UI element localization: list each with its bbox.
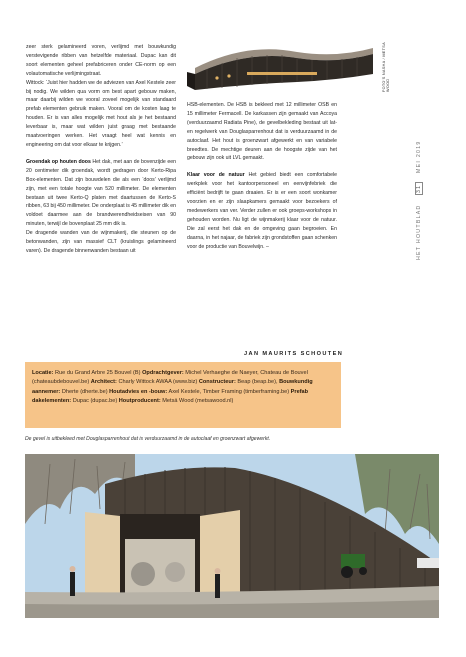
- credit-value: Beap (beap.be),: [235, 379, 280, 386]
- paragraph-text: Het dak, met aan de bovenzijde een 20 centimeter dik groendak, wordt gedragen door Kerto-Ripa Box-elementen. Dat zijn bouwdelen die als een ‘doos’ verlijmd zijn, met een totale hoogte van 520 millimeter. De elementen bestaan uit twee Kerto-Q platen met daartussen de Kerto-S ribben, 63 bij 450 millimeter. De onderplaat is 45 millimeter dik en voldoet daarmee aan de brandwerendheidseisen van 90 minuten, terwijl de bovenplaat 25 mm dik is.: [26, 158, 176, 228]
- credit-key: Bouwkundig aannemer:: [32, 379, 313, 395]
- page-sidebar: [412, 140, 426, 260]
- credit-value: Rue du Grand Arbre 25 Bouvel (B): [53, 370, 143, 376]
- credit-key: Prefab dakelementen:: [32, 388, 309, 405]
- photo-credit: FOTO'S NASHA / METSA WOOD: [382, 42, 390, 92]
- building-section-figure: [187, 38, 377, 93]
- credit-key: Opdrachtgever:: [142, 370, 184, 376]
- credit-value: Dherte (dherte.be): [60, 388, 110, 395]
- running-footer: [412, 140, 426, 260]
- subheading: Klaar voor de natuur: [187, 172, 245, 179]
- page-number: 31: [416, 184, 422, 193]
- paragraph-text: Het gebied biedt een comfortabele werkplek voor het kantoorpersoneel en eenvijnfebriek die efficiënt bedrijft te gaan draaien. Er is er een soort wonkamer voorzien en er zijn slaapkamers gemaakt voor bezoekers of medewerkers van ver. Verder zullen er ook groeps-workshops in gehouden worden. Nu ligt de wijnmakerij klaar voor de natuur. Die zal eerst het dak en de omgeving gaan begroeien. En daarna, in het najaar, de fabriek zijn grondstoffen gaan schenken voor de productie van Bouvelwijn.: [187, 172, 338, 250]
- paragraph: [26, 158, 176, 229]
- credit-key: Houtproducent:: [118, 398, 161, 405]
- paragraph: Wittock: ‘Juist hier hadden we de adviezen van Axel Kestele zeer bij nodig. We wilden qua vorm om best apart gebouw maken, maar daarbij wilden we vooral zoveel mogelijk van standaard prefab elementen gebruik maken. Vooral om de kosten laag te houden. Er is van alles mogelijk met hout als je het bestaand leverbaar is, maar wat wilden juist graag met bestaande maatvoeringen werken. Het vraagt heel wat kennis en engineering om dat voor elkaar te krijgen.’: [26, 79, 176, 148]
- end-mark: –: [264, 243, 269, 250]
- magazine-name: HET HOUTBLAD: [416, 204, 422, 260]
- author-byline: JAN MAURITS SCHOUTEN: [244, 351, 344, 357]
- issue-date: MEI 2019: [416, 140, 422, 173]
- paragraph: zeer sterk gelamineerd voren, verlijmd met bouwkundig verstevigende ribben van hetzelfde materiaal. Dupac kan dit soort elementen geheel prefabriceren onder CE-norm op een volautomatische verlijmingstraat.: [26, 44, 176, 77]
- credit-value: Axel Kestele, Timber Framing (timberframing.be): [167, 388, 291, 395]
- credit-value: Charly Wittock AWAA (www.biz): [116, 379, 199, 386]
- credit-key: Locatie:: [32, 370, 54, 376]
- credit-value: Metsä Wood (metsawood.nl): [160, 398, 234, 405]
- credit-value: Michel Verhaeghe de Naeyer, Chateau de Bouvel (chateaubdebouvel.be): [32, 370, 308, 386]
- paragraph: De dragende wanden van de wijnmakerij, die steunen op de betonwanden, zijn van massief CLT (kruislings gelamineerd varen). De dragende binnenwanden bestaan uit: [26, 230, 176, 254]
- photo-caption: De gevel is uitbekleed met Douglasparrenhout dat is verduurzaamd in de autoclaaf en groenzwart afgewerkt.: [25, 436, 271, 442]
- credit-key: Architect:: [90, 379, 117, 386]
- left-column: [26, 43, 176, 256]
- winery-photo: [25, 454, 439, 618]
- winery-illustration: [25, 454, 439, 618]
- credit-value: Dupac (dupac.be): [71, 398, 119, 405]
- project-credits-box: [25, 362, 341, 428]
- isometric-building-drawing: [187, 38, 377, 93]
- paragraph: [187, 171, 337, 251]
- subheading: Groendak op houten doos: [26, 158, 91, 165]
- credit-key: Constructeur:: [198, 379, 236, 386]
- credit-key: Houtadvies en -bouw:: [109, 388, 168, 395]
- right-column: [187, 101, 337, 252]
- credits-text: [32, 369, 334, 407]
- paragraph: HSB-elementen. De HSB is bekleed met 12 millimeter OSB en 15 millimeter Fermacell. De karkassen zijn gemaakt van Accoya (verduurzaamd Radiata Pine), de gevelbekleding bestaat uit lat- en regelwerk van Douglasparrenhout dat is verduurzaamd in de autoclaaf. Het hout is groenzwart afgewerkt en van variabele breedtes. De mechtige deuren aan de hoogste zijde van het gebouw zijn ook uit LVL gemaakt.: [187, 102, 337, 162]
